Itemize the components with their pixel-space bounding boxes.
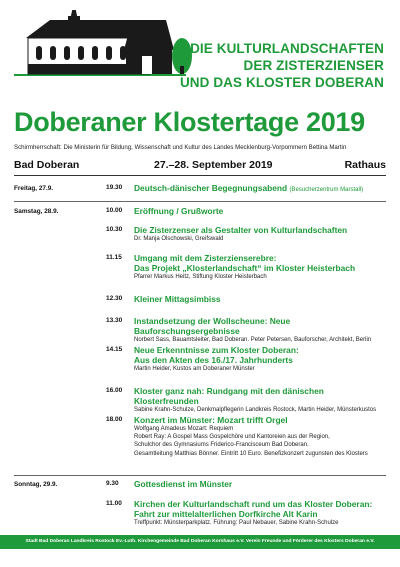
program-time: 10.00 bbox=[106, 207, 123, 214]
program-item bbox=[14, 253, 386, 287]
program-title: Umgang mit dem Zisterzienserebre: bbox=[134, 253, 277, 263]
program-day: Freitag, 27.9. bbox=[14, 185, 54, 192]
day-divider bbox=[14, 475, 386, 476]
program-time: 18.00 bbox=[106, 416, 123, 423]
program-title: Eröffnung / Grußworte bbox=[134, 206, 224, 216]
program-time: 11.15 bbox=[106, 254, 122, 261]
header-line-1: DIE KULTURLANDSCHAFTEN bbox=[190, 41, 384, 56]
program-detail: Wolfgang Amadeus Mozart: Requiem bbox=[134, 426, 234, 432]
program-title: Kirchen der Kulturlandschaft rund um das Kloster Doberan: bbox=[134, 499, 373, 509]
program-title-note: (Besucherzentrum Marstall) bbox=[289, 187, 364, 193]
program-time: 9.30 bbox=[106, 480, 119, 487]
program-detail: Gesamtleitung Matthias Bönner. Eintritt 10 Euro. Benefizkonzert zugunsten des Klosters bbox=[134, 450, 368, 457]
monastery-church-logo bbox=[14, 10, 194, 82]
page-title: Doberaner Klostertage 2019 bbox=[14, 107, 365, 137]
program-title: Konzert im Münster: Mozart trifft Orgel bbox=[134, 415, 288, 425]
program-time: 12.30 bbox=[106, 295, 123, 302]
program-title: Instandsetzung der Wollscheune: Neue Bauforschungsergebnisse bbox=[134, 316, 291, 336]
program-title: Gottesdienst im Münster bbox=[134, 479, 233, 489]
program-day: Sonntag, 29.9. bbox=[14, 481, 58, 488]
divider bbox=[14, 175, 386, 176]
program-detail: Pfarrer Markus Heitz, Stiftung Kloster Heisterbach bbox=[134, 274, 267, 280]
day-divider bbox=[14, 201, 386, 202]
dates: 27.–28. September 2019 bbox=[154, 159, 273, 171]
program-title: Kleiner Mittagsimbiss bbox=[134, 294, 221, 304]
program-title-line-2: Das Projekt „Klosterlandschaft“ im Kloster Heisterbach bbox=[134, 263, 356, 273]
program-detail: Norbert Sass, Bauamtsleiter, Bad Doberan. Peter Petersen, Bauforscher, Architekt, Berlin bbox=[134, 337, 372, 343]
info-bar bbox=[14, 157, 386, 173]
program-item bbox=[14, 479, 386, 491]
program-detail: Treffpunkt: Münsterparkplatz. Führung: Paul Nebauer, Sabine Krahn-Schulze bbox=[134, 520, 339, 526]
program-item bbox=[14, 206, 386, 218]
program-time: 16.00 bbox=[106, 387, 123, 394]
program-title: Kloster ganz nah: Rundgang mit den dänischen Klosterfreunden bbox=[134, 386, 324, 406]
header-lines bbox=[180, 40, 384, 91]
program-title-line-2: Fahrt zur mittelalterlichen Dorfkirche Alt Karin bbox=[134, 509, 318, 519]
place: Bad Doberan bbox=[14, 159, 80, 171]
program-time: 11.00 bbox=[106, 500, 122, 507]
program-item bbox=[14, 499, 386, 531]
program-detail: Robert Ray: A Gospel Mass Gospelchöre und Kantoreien aus der Region, bbox=[134, 434, 330, 441]
program-day: Samstag, 28.9. bbox=[14, 208, 59, 215]
program-detail: Sabine Krahn-Schulze, Denkmalpflegerin Landkreis Rostock, Martin Heider, Münsterkustos bbox=[134, 407, 377, 413]
program-time: 13.30 bbox=[106, 317, 123, 324]
patronage-note: Schirmherrschaft: Die Ministerin für Bildung, Wissenschaft und Kultur des Landes Mecklenburg-Vorpommern Bettina Martin bbox=[14, 144, 347, 151]
program-time: 19.30 bbox=[106, 184, 123, 191]
program-item bbox=[14, 183, 386, 195]
program-time: 10.30 bbox=[106, 226, 123, 233]
program-item bbox=[14, 225, 386, 247]
program-detail: Schulchor des Gymnasiums Friderico-Francisceum Bad Doberan. bbox=[134, 442, 309, 449]
footer-sponsors bbox=[0, 535, 400, 549]
program-time: 14.15 bbox=[106, 346, 123, 353]
program-detail: Dr. Manja Olschowski, Greifswald bbox=[134, 236, 224, 242]
program-title-line-2: Aus den Akten des 16./17. Jahrhunderts bbox=[134, 355, 293, 365]
header-line-3: UND DAS KLOSTER DOBERAN bbox=[179, 75, 384, 90]
footer-text: Stadt Bad Doberan Landkreis Rostock Ev.-Luth. Kirchengemeinde Bad Doberan Kornhaus e.V. Verein Freunde und Förderer des Klosters Doberan e.V. bbox=[25, 539, 375, 544]
venue: Rathaus bbox=[344, 159, 386, 171]
program-detail: Martin Heider, Kustos am Doberaner Münster bbox=[134, 366, 255, 372]
program-item bbox=[14, 316, 386, 343]
header-line-2: DER ZISTERZIENSER bbox=[243, 58, 384, 73]
program-item bbox=[14, 294, 386, 306]
program-title: Die Zisterzenser als Gestalter von Kulturlandschaften bbox=[134, 225, 348, 235]
program-title: Deutsch-dänischer Begegnungsabend bbox=[134, 183, 288, 193]
program-title: Neue Erkenntnisse zum Kloster Doberan: bbox=[134, 345, 299, 355]
program-item bbox=[14, 345, 386, 377]
program-item bbox=[14, 415, 386, 461]
program-item bbox=[14, 386, 386, 413]
